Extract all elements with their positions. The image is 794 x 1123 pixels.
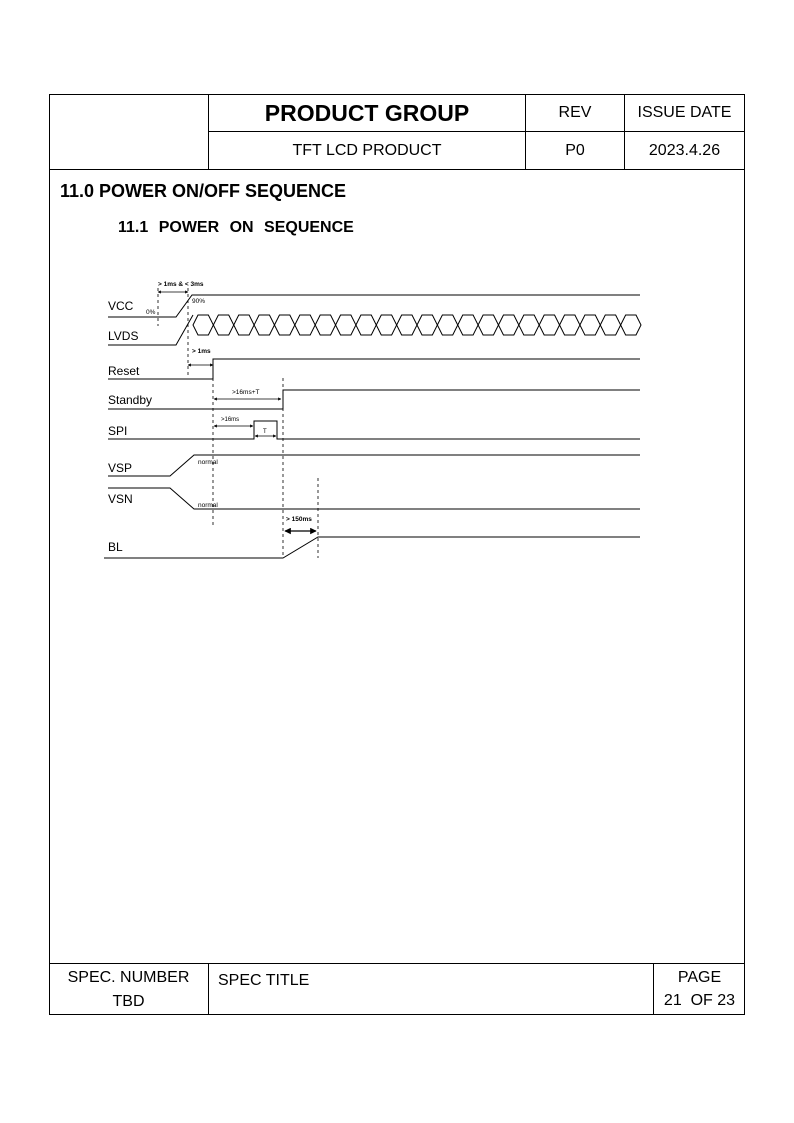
- lvds-data-cell: [560, 315, 580, 335]
- issue-date-value: 2023.4.26: [648, 141, 721, 159]
- lvds-data-cell: [274, 315, 294, 335]
- lvds-data-cell: [315, 315, 335, 335]
- lvds-data-cell: [213, 315, 233, 335]
- lvds-data-cell: [356, 315, 376, 335]
- product-group-title: PRODUCT GROUP: [264, 99, 470, 126]
- lvds-data-cell: [417, 315, 437, 335]
- issue-date-label: ISSUE DATE: [637, 104, 732, 121]
- vsp-waveform: [108, 455, 640, 476]
- vsn-level-label: normal: [198, 502, 218, 509]
- lvds-data-cell: [519, 315, 539, 335]
- bl-waveform: [104, 537, 640, 558]
- standby-timing-label: >16ms+T: [232, 389, 260, 396]
- lvds-data-cell: [478, 315, 498, 335]
- reset-timing-label: > 1ms: [192, 348, 211, 355]
- signal-label-lvds: LVDS: [108, 329, 139, 343]
- signal-label-bl: BL: [108, 540, 123, 554]
- subsection-title: 11.1 POWER ON SEQUENCE: [118, 219, 354, 236]
- lvds-data-cell: [234, 315, 254, 335]
- signal-label-vcc: VCC: [108, 299, 134, 313]
- lvds-data-cell: [397, 315, 417, 335]
- lvds-data-cell: [376, 315, 396, 335]
- spec-number-value: TBD: [112, 993, 145, 1010]
- standby-waveform: [108, 390, 640, 409]
- signal-label-standby: Standby: [108, 393, 153, 407]
- lvds-data-cell: [437, 315, 457, 335]
- vcc-low-label: 0%: [146, 309, 156, 316]
- lvds-data-cell: [580, 315, 600, 335]
- signal-label-reset: Reset: [108, 364, 140, 378]
- lvds-data-cell: [600, 315, 620, 335]
- lvds-data-cell: [336, 315, 356, 335]
- footer-col-line: [208, 963, 209, 1015]
- lvds-data-cell: [539, 315, 559, 335]
- spi-timing-label: >16ms: [221, 417, 240, 423]
- vcc-high-label: 90%: [192, 298, 206, 305]
- spec-title-label: SPEC TITLE: [218, 972, 310, 989]
- page-label: PAGE: [677, 969, 722, 986]
- lvds-data-cell: [498, 315, 518, 335]
- lvds-data-cell: [254, 315, 274, 335]
- lvds-data-cell: [458, 315, 478, 335]
- lvds-data-cell: [295, 315, 315, 335]
- rev-label: REV: [558, 104, 592, 121]
- spi-t-label: T: [263, 429, 267, 435]
- signal-label-vsp: VSP: [108, 461, 133, 475]
- page-value: 21 OF 23: [663, 992, 736, 1009]
- lvds-data-eye: [193, 315, 641, 335]
- rev-value: P0: [565, 141, 585, 159]
- footer-top-line: [49, 963, 745, 964]
- product-name: TFT LCD PRODUCT: [292, 141, 442, 159]
- section-title: 11.0 POWER ON/OFF SEQUENCE: [60, 181, 347, 201]
- lvds-data-cell: [621, 315, 641, 335]
- lvds-data-cell: [193, 315, 213, 335]
- signal-label-spi: SPI: [108, 424, 128, 438]
- spec-number-label: SPEC. NUMBER: [67, 969, 190, 986]
- signal-label-vsn: VSN: [108, 492, 133, 506]
- spi-waveform: [108, 421, 640, 439]
- vsp-level-label: normal: [198, 459, 218, 466]
- vsn-waveform: [108, 488, 640, 509]
- vcc-timing-label: > 1ms & < 3ms: [158, 281, 204, 288]
- bl-timing-label: > 150ms: [286, 516, 312, 523]
